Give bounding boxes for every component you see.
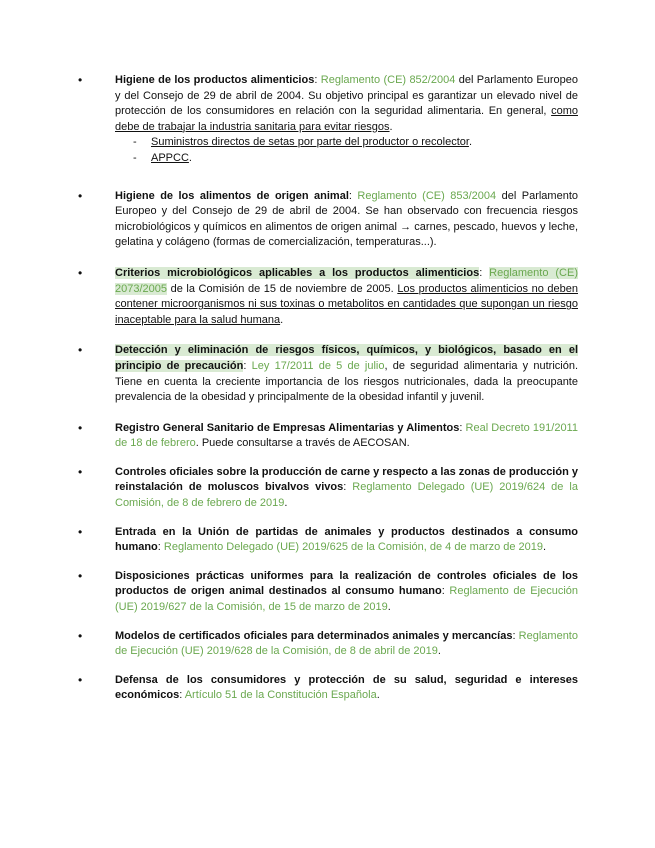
regulation-link[interactable]: Reglamento Delegado (UE) 2019/625 de la Comisión, de 4 de marzo de 2019 bbox=[163, 541, 544, 554]
list-item bbox=[96, 465, 578, 512]
item-sep: : bbox=[179, 689, 185, 702]
list-item bbox=[96, 569, 578, 616]
item-sep: : bbox=[314, 74, 321, 86]
item-paragraph bbox=[96, 569, 578, 616]
item-text: . bbox=[543, 541, 547, 554]
item-paragraph bbox=[96, 673, 578, 704]
regulation-link[interactable]: Real Decreto 191/2011 de 18 de febrero bbox=[115, 421, 578, 450]
item-title: Defensa de los consumidores y protección de su salud, seguridad e intereses económicos bbox=[115, 673, 578, 702]
item-title: Disposiciones prácticas uniformes para la realización de controles oficiales de los productos de origen animal destinados al consumo humano bbox=[115, 569, 578, 598]
item-paragraph bbox=[96, 343, 578, 405]
regulation-link[interactable]: Ley 17/2011 de 5 de julio bbox=[251, 359, 385, 372]
item-paragraph bbox=[96, 189, 578, 251]
regulation-link[interactable]: Reglamento (CE) 852/2004 bbox=[320, 74, 456, 86]
item-underlined-text: Los productos alimenticios no deben contener microorganismos ni sus toxinas o metabolitos en cantidades que supongan un riesgo inaceptable para la salud humana bbox=[115, 282, 578, 326]
list-item bbox=[96, 421, 578, 452]
item-title: Higiene de los productos alimenticios bbox=[115, 74, 315, 86]
item-title: Modelos de certificados oficiales para determinados animales y mercancías bbox=[115, 629, 513, 642]
item-title: Entrada en la Unión de partidas de animales y productos destinados a consumo humano bbox=[115, 525, 578, 554]
item-paragraph bbox=[96, 629, 578, 660]
item-sep: : bbox=[343, 481, 353, 494]
item-text: de la Comisión de 15 de noviembre de 2005. bbox=[167, 282, 398, 295]
item-title: Controles oficiales sobre la producción de carne y respecto a las zonas de producción y reinstalación de moluscos bivalvos vivos bbox=[115, 465, 578, 494]
sub-item-tail: . bbox=[188, 151, 192, 164]
item-paragraph bbox=[96, 73, 578, 135]
regulation-list bbox=[96, 73, 578, 717]
item-text: del Parlamento Europeo y del Consejo de 29 de abril de 2004. Su objetivo principal es garantizar un elevado nivel de protección de los consumidores en relación con la seguridad alimentaria. En general, bbox=[115, 74, 578, 118]
item-tail: . bbox=[280, 313, 284, 326]
item-text: . bbox=[437, 645, 441, 658]
regulation-link[interactable]: Artículo 51 de la Constitución Española bbox=[184, 689, 377, 702]
item-tail: . bbox=[389, 120, 393, 133]
sub-item-text: APPCC bbox=[151, 151, 189, 164]
item-text: del Parlamento Europeo y del Consejo de 29 de abril de 2004. Se han observado con frecuencia riesgos microbiológicos y químicos en alimentos de origen animal → carnes, pescado, huevos y leche, gelatina y colágeno (formas de comercialización, temperaturas...). bbox=[115, 189, 578, 249]
item-paragraph bbox=[96, 465, 578, 512]
regulation-link[interactable]: Reglamento de Ejecución (UE) 2019/627 de la Comisión, de 15 de marzo de 2019 bbox=[115, 585, 579, 614]
item-sep: : bbox=[441, 585, 450, 598]
item-sep: : bbox=[512, 629, 519, 642]
sub-list-item bbox=[133, 135, 578, 151]
regulation-link[interactable]: Reglamento (CE) 853/2004 bbox=[357, 189, 497, 202]
item-paragraph bbox=[96, 266, 578, 328]
item-sep: : bbox=[348, 189, 358, 202]
sub-list bbox=[96, 135, 578, 166]
item-underlined-text: como debe de trabajar la industria sanitaria para evitar riesgos bbox=[115, 105, 578, 133]
list-item bbox=[96, 525, 578, 556]
list-item bbox=[96, 73, 578, 167]
item-text: . bbox=[376, 689, 380, 702]
item-paragraph bbox=[96, 421, 578, 452]
item-sep: : bbox=[243, 359, 252, 372]
list-item bbox=[96, 673, 578, 704]
regulation-link[interactable]: Reglamento (CE) 2073/2005 bbox=[115, 266, 578, 295]
regulation-link[interactable]: Reglamento Delegado (UE) 2019/624 de la Comisión, de 8 de febrero de 2019 bbox=[115, 481, 578, 510]
list-item bbox=[96, 629, 578, 660]
item-text: , de seguridad alimentaria y nutrición. Tiene en cuenta la creciente importancia de los riesgos nutricionales, dada la preocupante prevalencia de la obesidad y principalmente de la obesidad infantil y juvenil. bbox=[115, 359, 578, 404]
list-item bbox=[96, 189, 578, 251]
sub-list-item bbox=[133, 151, 578, 167]
item-sep: : bbox=[459, 421, 466, 434]
item-paragraph bbox=[96, 525, 578, 556]
item-title: Higiene de los alimentos de origen animal bbox=[115, 189, 349, 202]
item-title: Registro General Sanitario de Empresas Alimentarias y Alimentos bbox=[115, 421, 460, 434]
sub-item-tail: . bbox=[468, 136, 472, 149]
item-sep: : bbox=[479, 266, 490, 279]
item-title: Detección y eliminación de riesgos físicos, químicos, y biológicos, basado en el principio de precaución bbox=[115, 344, 578, 372]
item-sep: : bbox=[157, 541, 164, 554]
sub-item-text: Suministros directos de setas por parte del productor o recolector bbox=[151, 136, 469, 149]
regulation-link[interactable]: Reglamento de Ejecución (UE) 2019/628 de la Comisión, de 8 de abril de 2019 bbox=[115, 629, 578, 658]
item-text: . bbox=[284, 497, 288, 510]
list-item bbox=[96, 343, 578, 405]
list-item bbox=[96, 266, 578, 328]
item-text: . bbox=[387, 601, 391, 614]
item-title: Criterios microbiológicos aplicables a los productos alimenticios bbox=[115, 266, 480, 279]
item-text: . Puede consultarse a través de AECOSAN. bbox=[195, 437, 410, 450]
